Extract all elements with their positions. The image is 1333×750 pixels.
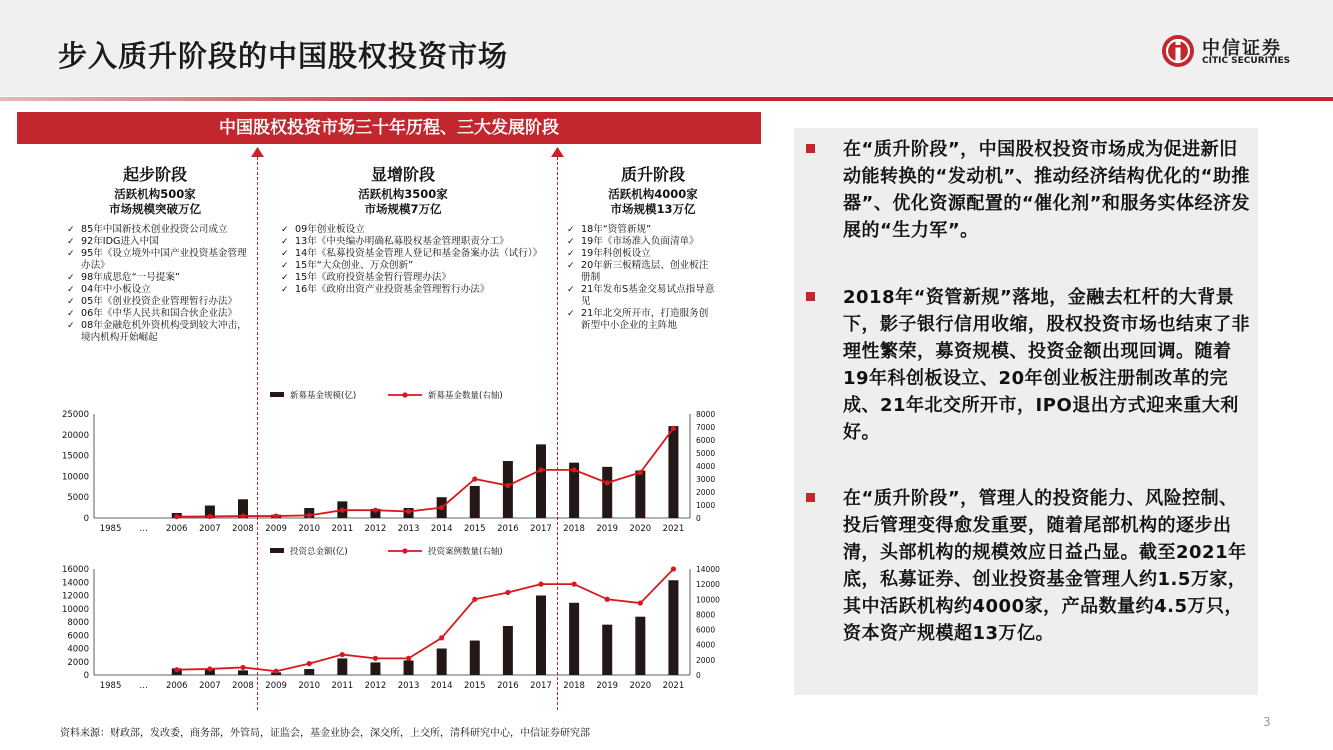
stage-2-event: ✓ 15年“大众创业、万众创新” xyxy=(281,260,549,272)
legend-bar-swatch xyxy=(270,548,284,553)
bar xyxy=(668,580,678,675)
y-tick-label: 0 xyxy=(83,514,89,524)
section-banner: 中国股权投资市场三十年历程、三大发展阶段 xyxy=(17,112,761,144)
stage-1-events xyxy=(67,224,247,344)
line-point xyxy=(174,667,179,672)
bar xyxy=(668,426,678,518)
x-tick-label: 2013 xyxy=(397,524,420,534)
legend-line-label: 新募基金数量(右轴) xyxy=(428,391,503,401)
stage-1-event: ✓ 92年IDG进入中国 xyxy=(67,236,247,248)
x-tick-label: 2011 xyxy=(331,681,354,691)
x-tick-label: 2019 xyxy=(596,524,619,534)
stage-3-event: ✓ 18年“资管新规” xyxy=(567,224,717,236)
bar xyxy=(304,669,314,675)
bullet-text: 在“质升阶段”，管理人的投资能力、风险控制、投后管理变得愈发重要，随着尾部机构的逐步出清，头部机构的规模效应日益凸显。截至2021年底，私募证券、创业投资基金管理人约1.5万家，其中活跃机构约4000家，产品数量约4.5万只，资本资产规模超13万亿。 xyxy=(843,488,1247,644)
stage-3-event: ✓ 21年发布S基金交易试点指导意见 xyxy=(567,284,717,308)
commentary-bullet xyxy=(806,136,1250,244)
commentary-bullet xyxy=(806,284,1250,446)
x-tick-label: 2007 xyxy=(199,681,221,691)
y-tick-label: 6000 xyxy=(67,631,89,642)
line-point xyxy=(307,661,312,666)
y-tick-label: 20000 xyxy=(61,430,89,441)
fundraising-chart xyxy=(50,388,730,540)
y-tick-label: 10000 xyxy=(61,604,89,615)
x-tick-label: 2006 xyxy=(165,524,188,534)
stage-2-title: 显增阶段 xyxy=(370,165,435,184)
x-tick-label: 2021 xyxy=(662,524,685,534)
stage-1-event: ✓ 98年成思危“一号提案” xyxy=(67,272,247,284)
stage-2-event: ✓ 15年《政府投资基金暂行管理办法》 xyxy=(281,272,549,284)
stage-2-event: ✓ 16年《政府出资产业投资基金管理暂行办法》 xyxy=(281,284,549,296)
line-point xyxy=(207,514,212,519)
x-tick-label: 2018 xyxy=(563,524,585,534)
x-tick-label: 2012 xyxy=(364,681,387,691)
stage-1-title: 起步阶段 xyxy=(122,165,187,184)
bar xyxy=(569,603,579,675)
legend-bar-swatch xyxy=(270,392,284,397)
line-point xyxy=(505,483,510,488)
bar xyxy=(337,658,347,675)
y2-tick-label: 4000 xyxy=(696,462,716,471)
y2-tick-label: 10000 xyxy=(696,595,720,605)
stage-3-events xyxy=(567,224,717,332)
line-point xyxy=(572,467,577,472)
x-tick-label: 2014 xyxy=(430,524,453,534)
line-point xyxy=(505,590,510,595)
x-tick-label: 2008 xyxy=(232,681,254,691)
y-tick-label: 0 xyxy=(83,671,89,681)
line-point xyxy=(274,513,279,518)
stage-3-stat-scale: 市场规模13万亿 xyxy=(610,202,696,216)
bar xyxy=(536,596,546,676)
logo-text-en: CITIC SECURITIES xyxy=(1202,56,1291,66)
bar xyxy=(602,467,612,518)
y-tick-label: 15000 xyxy=(61,451,89,462)
stage-2-event: ✓ 14年《私募投资基金管理人登记和基金备案办法（试行）》 xyxy=(281,248,549,260)
bullet-text: 2018年“资管新规”落地，金融去杠杆的大背景下，影子银行信用收缩，股权投资市场也结束了非理性繁荣，募资规模、投资金额出现回调。随着19年科创板设立、20年创业板注册制改革的完成、21年北交所开市，IPO退出方式迎来重大利好。 xyxy=(843,287,1250,443)
line-point xyxy=(373,508,378,513)
y2-tick-label: 2000 xyxy=(696,655,716,665)
line-point xyxy=(406,509,411,514)
stage-1-stat-scale: 市场规模突破万亿 xyxy=(109,202,201,216)
line-point xyxy=(406,656,411,661)
bullet-text: 在“质升阶段”，中国股权投资市场成为促进新旧动能转换的“发动机”、推动经济结构优化的“助推器”、优化资源配置的“催化剂”和服务实体经济发展的“生力军”。 xyxy=(843,139,1250,241)
y2-tick-label: 0 xyxy=(696,671,701,680)
page-title: 步入质升阶段的中国股权投资市场 xyxy=(58,39,509,73)
stage-2-stat-institutions: 活跃机构3500家 xyxy=(358,187,448,201)
bar xyxy=(470,486,480,518)
x-tick-label: 2016 xyxy=(497,681,519,691)
bar xyxy=(503,626,513,675)
bullet-marker xyxy=(806,144,815,153)
bullet-marker xyxy=(806,493,815,502)
stage-3-event: ✓ 19年《市场准入负面清单》 xyxy=(567,236,717,248)
x-tick-label: 2012 xyxy=(364,524,387,534)
bar xyxy=(370,662,380,675)
line-point xyxy=(439,505,444,510)
x-tick-label: 2006 xyxy=(165,681,188,691)
y2-tick-label: 0 xyxy=(696,514,701,523)
line-point xyxy=(307,513,312,518)
line-point xyxy=(240,513,245,518)
bar xyxy=(536,444,546,518)
stage-2-event: ✓ 13年《中央编办明确私募股权基金管理职责分工》 xyxy=(281,236,549,248)
source-note: 资料来源：财政部，发改委，商务部，外管局，证监会，基金业协会，深交所，上交所，清科研究中心，中信证券研究部 xyxy=(60,728,590,739)
bar xyxy=(404,660,414,675)
x-tick-label: 2019 xyxy=(596,681,619,691)
line-point xyxy=(638,600,643,605)
x-tick-label: 2007 xyxy=(199,524,221,534)
bar xyxy=(437,649,447,676)
line-point xyxy=(274,669,279,674)
stage-3-stat-institutions: 活跃机构4000家 xyxy=(608,187,698,201)
y2-tick-label: 4000 xyxy=(696,640,716,650)
stage-2-events xyxy=(281,224,549,296)
line-point xyxy=(538,582,543,587)
y-tick-label: 5000 xyxy=(67,493,89,504)
x-tick-label: 2009 xyxy=(265,524,287,534)
line-point xyxy=(671,566,676,571)
line-point xyxy=(439,635,444,640)
line-point xyxy=(240,665,245,670)
bullet-marker xyxy=(806,292,815,301)
line-point xyxy=(472,597,477,602)
investment-chart xyxy=(50,545,730,695)
line-point xyxy=(207,666,212,671)
line-series xyxy=(177,428,674,516)
stage-1-event: ✓ 85年中国新技术创业投资公司成立 xyxy=(67,224,247,236)
bar xyxy=(470,641,480,675)
line-point xyxy=(174,514,179,519)
divider-arrow-1 xyxy=(251,147,264,157)
y2-tick-label: 6000 xyxy=(696,436,716,445)
y-tick-label: 2000 xyxy=(67,657,89,668)
legend-line-marker xyxy=(402,548,407,553)
y-tick-label: 14000 xyxy=(61,578,89,589)
x-tick-label: 2014 xyxy=(430,681,453,691)
x-tick-label: 2017 xyxy=(530,524,552,534)
y2-tick-label: 1000 xyxy=(696,501,716,510)
commentary-bullet xyxy=(806,485,1250,647)
y2-tick-label: 8000 xyxy=(696,410,716,419)
y-tick-label: 10000 xyxy=(61,472,89,483)
bar xyxy=(238,670,248,675)
line-series xyxy=(177,569,674,671)
x-tick-label: 2010 xyxy=(298,681,321,691)
legend-bar-label: 新募基金规模(亿) xyxy=(290,391,357,401)
stage-3-event: ✓ 21年北交所开市，打造服务创新型中小企业的主阵地 xyxy=(567,308,717,332)
y2-tick-label: 8000 xyxy=(696,610,716,620)
line-point xyxy=(572,582,577,587)
x-tick-label: 2017 xyxy=(530,681,552,691)
x-tick-label: 1985 xyxy=(99,524,122,534)
stage-1-stat-institutions: 活跃机构500家 xyxy=(114,187,196,201)
x-tick-label: 2010 xyxy=(298,524,321,534)
bar xyxy=(635,617,645,675)
stage-3-event: ✓ 19年科创板设立 xyxy=(567,248,717,260)
y2-tick-label: 12000 xyxy=(696,580,720,590)
x-tick-label: 2008 xyxy=(232,524,254,534)
x-tick-label: 2015 xyxy=(463,524,486,534)
legend-line-marker xyxy=(402,392,407,397)
stage-1-event: ✓ 95年《设立境外中国产业投资基金管理办法》 xyxy=(67,248,247,272)
x-tick-label: 2020 xyxy=(629,524,652,534)
y-tick-label: 8000 xyxy=(67,618,89,628)
line-point xyxy=(340,508,345,513)
y-tick-label: 25000 xyxy=(61,410,89,420)
y2-tick-label: 3000 xyxy=(696,475,716,484)
divider-arrow-2 xyxy=(551,147,564,157)
y-tick-label: 4000 xyxy=(67,644,89,655)
stage-3-event: ✓ 20年新三板精选层、创业板注册制 xyxy=(567,260,717,284)
x-tick-label: 2015 xyxy=(463,681,486,691)
x-tick-label: 2013 xyxy=(397,681,420,691)
y2-tick-label: 14000 xyxy=(696,565,720,574)
line-point xyxy=(472,476,477,481)
x-tick-label: 2020 xyxy=(629,681,652,691)
line-point xyxy=(605,480,610,485)
bar xyxy=(602,625,612,675)
x-tick-label: 2009 xyxy=(265,681,287,691)
x-tick-label: 2011 xyxy=(331,524,354,534)
y2-tick-label: 2000 xyxy=(696,488,716,497)
legend-bar-label: 投资总金额(亿) xyxy=(290,547,348,557)
line-point xyxy=(373,656,378,661)
line-point xyxy=(605,597,610,602)
bar xyxy=(503,461,513,518)
y2-tick-label: 7000 xyxy=(696,423,716,432)
x-tick-label: 1985 xyxy=(99,681,122,691)
stage-1-event: ✓ 06年《中华人民共和国合伙企业法》 xyxy=(67,308,247,320)
logo-text-cn: 中信证券 xyxy=(1202,38,1282,59)
page-number: 3 xyxy=(1263,715,1271,729)
stage-3-title: 质升阶段 xyxy=(620,165,685,184)
stage-2-event: ✓ 09年创业板设立 xyxy=(281,224,549,236)
x-tick-label: 2016 xyxy=(497,524,519,534)
line-point xyxy=(638,470,643,475)
legend-line-label: 投资案例数量(右轴) xyxy=(428,547,503,557)
y2-tick-label: 6000 xyxy=(696,625,716,635)
line-point xyxy=(671,426,676,431)
x-tick-label: 2021 xyxy=(662,681,685,691)
line-point xyxy=(340,652,345,657)
bar xyxy=(635,471,645,518)
line-point xyxy=(538,467,543,472)
header-divider xyxy=(0,97,1333,101)
stage-1-event: ✓ 05年《创业投资企业管理暂行办法》 xyxy=(67,296,247,308)
stage-2-stat-scale: 市场规模7万亿 xyxy=(364,202,442,216)
y-tick-label: 16000 xyxy=(61,565,89,575)
y-tick-label: 12000 xyxy=(61,591,89,602)
x-tick-label: … xyxy=(139,524,148,534)
stage-1-event: ✓ 04年中小板设立 xyxy=(67,284,247,296)
y2-tick-label: 5000 xyxy=(696,449,716,458)
stage-1-event: ✓ 08年金融危机外资机构受到较大冲击，境内机构开始崛起 xyxy=(67,320,247,344)
x-tick-label: 2018 xyxy=(563,681,585,691)
x-tick-label: … xyxy=(139,681,148,691)
